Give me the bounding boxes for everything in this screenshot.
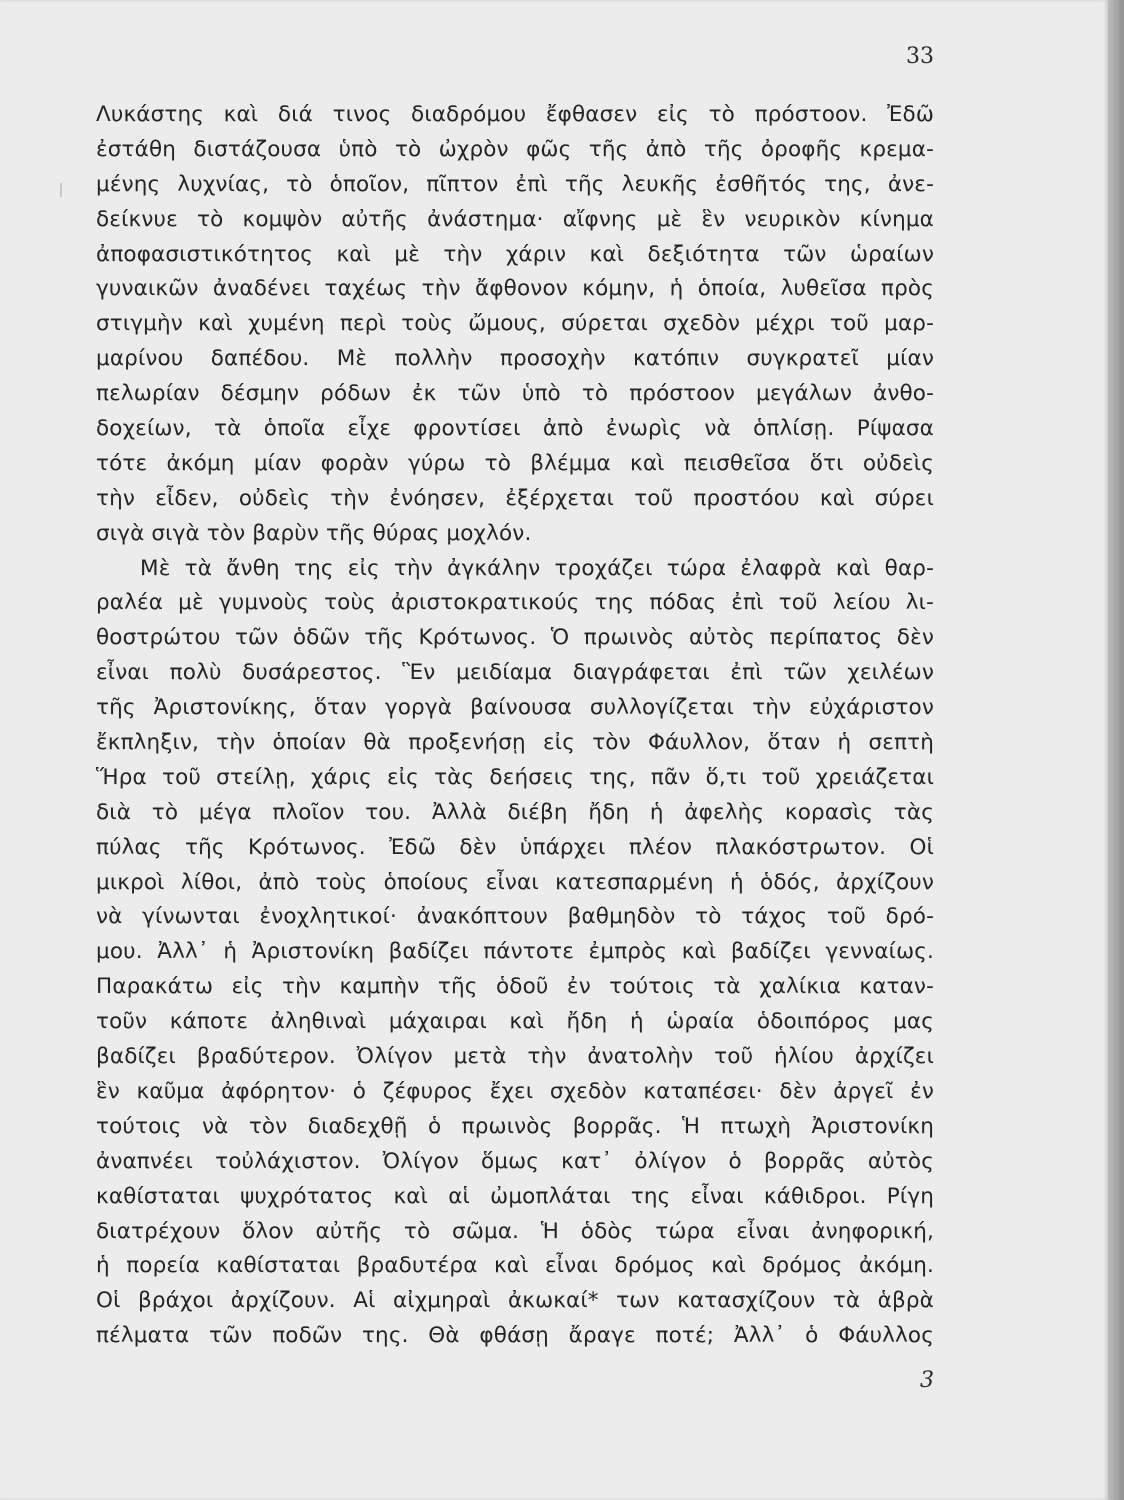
text-line: πύλας τῆς Κρότωνος. Ἐδῶ δὲν ὑπάρχει πλέον πλακόστρωτον. Οἱ bbox=[96, 834, 934, 860]
text-line: γυναικῶν ἀναδένει ταχέως τὴν ἄφθονον κόμην, ἡ ὁποία, λυθεῖσα πρὸς bbox=[96, 276, 934, 302]
text-line: τὴν εἶδεν, οὐδεὶς τὴν ἐνόησεν, ἐξέρχεται τοῦ προστόου καὶ σύρει bbox=[96, 485, 934, 511]
text-line: νὰ γίνωνται ἐνοχλητικοί· ἀνακόπτουν βαθμηδὸν τὸ τάχος τοῦ δρό- bbox=[96, 904, 934, 930]
text-line: βαδίζει βραδύτερον. Ὀλίγον μετὰ τὴν ἀνατολὴν τοῦ ἡλίου ἀρχίζει bbox=[96, 1044, 934, 1070]
text-line: τούτοις νὰ τὸν διαδεχθῇ ὁ πρωινὸς βορρᾶς. Ἡ πτωχὴ Ἀριστονίκη bbox=[96, 1113, 934, 1139]
text-line: τοῦν κάποτε ἀληθιναὶ μάχαιραι καὶ ἤδη ἡ ὡραία ὁδοιπόρος μας bbox=[96, 1009, 934, 1035]
text-line: στιγμὴν καὶ χυμένη περὶ τοὺς ὤμους, σύρεται σχεδὸν μέχρι τοῦ μαρ- bbox=[96, 311, 934, 337]
text-line: Μὲ τὰ ἄνθη της εἰς τὴν ἀγκάλην τροχάζει τώρα ἐλαφρὰ καὶ θαρ- bbox=[140, 555, 934, 581]
text-line: θοστρώτου τῶν ὁδῶν τῆς Κρότωνος. Ὁ πρωινὸς αὐτὸς περίπατος δὲν bbox=[96, 625, 934, 651]
text-line: μου. Ἀλλ᾽ ἡ Ἀριστονίκη βαδίζει πάντοτε ἐμπρὸς καὶ βαδίζει γενναίως. bbox=[96, 939, 934, 965]
text-line: τότε ἀκόμη μίαν φορὰν γύρω τὸ βλέμμα καὶ πεισθεῖσα ὅτι οὐδεὶς bbox=[96, 450, 934, 476]
text-line: ἔκπληξιν, τὴν ὁποίαν θὰ προξενήσῃ εἰς τὸν Φάυλλον, ὅταν ἡ σεπτὴ bbox=[96, 730, 934, 756]
text-line: μένης λυχνίας, τὸ ὁποῖον, πῖπτον ἐπὶ τῆς λευκῆς ἐσθῆτός της, ἀνε- bbox=[96, 171, 934, 197]
text-line: μαρίνου δαπέδου. Μὲ πολλὴν προσοχὴν κατόπιν συγκρατεῖ μίαν bbox=[96, 346, 934, 372]
scan-mark bbox=[60, 183, 62, 197]
text-line: ραλέα μὲ γυμνοὺς τοὺς ἀριστοκρατικούς της πόδας ἐπὶ τοῦ λείου λι- bbox=[96, 590, 934, 616]
text-line: καθίσταται ψυχρότατος καὶ αἱ ὠμοπλάται της εἶναι κάθιδροι. Ρίγη bbox=[96, 1183, 934, 1209]
text-line: πελωρίαν δέσμην ρόδων ἐκ τῶν ὑπὸ τὸ πρόστοον μεγάλων ἀνθο- bbox=[96, 381, 934, 407]
text-line: μικροὶ λίθοι, ἀπὸ τοὺς ὁποίους εἶναι κατεσπαρμένη ἡ ὁδός, ἀρχίζουν bbox=[96, 869, 934, 895]
page-number: 33 bbox=[906, 44, 934, 69]
text-line: ἐστάθη διστάζουσα ὑπὸ τὸ ὠχρὸν φῶς τῆς ἀπὸ τῆς ὀροφῆς κρεμα- bbox=[96, 136, 934, 162]
text-line: εἶναι πολὺ δυσάρεστος. Ἓν μειδίαμα διαγράφεται ἐπὶ τῶν χειλέων bbox=[96, 660, 934, 686]
text-line: ἓν καῦμα ἀφόρητον· ὁ ζέφυρος ἔχει σχεδὸν καταπέσει· δὲν ἀργεῖ ἐν bbox=[96, 1078, 934, 1104]
text-line: τῆς Ἀριστονίκης, ὅταν γοργὰ βαίνουσα συλλογίζεται τὴν εὐχάριστον bbox=[96, 695, 934, 721]
text-line: Λυκάστης καὶ διά τινος διαδρόμου ἔφθασεν εἰς τὸ πρόστοον. Ἐδῶ bbox=[96, 102, 934, 127]
text-line: σιγὰ σιγὰ τὸν βαρὺν τῆς θύρας μοχλόν. bbox=[96, 520, 532, 546]
text-line: ἀποφασιστικότητος καὶ μὲ τὴν χάριν καὶ δεξιότητα τῶν ὡραίων bbox=[96, 241, 934, 267]
paragraph bbox=[96, 98, 934, 552]
text-line: ἀναπνέει τοὐλάχιστον. Ὀλίγον ὅμως κατ᾽ ὀλίγον ὁ βορρᾶς αὐτὸς bbox=[96, 1148, 934, 1174]
spine-shadow bbox=[1108, 0, 1124, 1500]
text-line: Παρακάτω εἰς τὴν καμπὴν τῆς ὁδοῦ ἐν τούτοις τὰ χαλίκια καταν- bbox=[96, 974, 934, 1000]
text-line: διατρέχουν ὅλον αὐτῆς τὸ σῶμα. Ἡ ὁδὸς τώρα εἶναι ἀνηφορική, bbox=[96, 1218, 934, 1244]
text-line: Οἱ βράχοι ἀρχίζουν. Αἱ αἰχμηραὶ ἀκωκαί* των κατασχίζουν τὰ ἁβρὰ bbox=[96, 1288, 934, 1314]
text-line: διὰ τὸ μέγα πλοῖον του. Ἀλλὰ διέβη ἤδη ἡ ἀφελὴς κορασὶς τὰς bbox=[96, 799, 934, 825]
paragraph bbox=[96, 552, 934, 1354]
text-line: δείκνυε τὸ κομψὸν αὐτῆς ἀνάστημα· αἴφνης μὲ ἓν νευρικὸν κίνημα bbox=[96, 206, 934, 232]
text-line: δοχείων, τὰ ὁποῖα εἶχε φροντίσει ἀπὸ ἐνωρὶς νὰ ὁπλίσῃ. Ρίψασα bbox=[96, 416, 934, 442]
signature-mark: 3 bbox=[920, 1368, 934, 1393]
text-line: πέλματα τῶν ποδῶν της. Θὰ φθάσῃ ἄραγε ποτέ; Ἀλλ᾽ ὁ Φάυλλος bbox=[96, 1323, 934, 1349]
text-line: Ἥρα τοῦ στείλῃ, χάρις εἰς τὰς δεήσεις της, πᾶν ὅ,τι τοῦ χρειάζεται bbox=[96, 764, 934, 790]
text-line: ἡ πορεία καθίσταται βραδυτέρα καὶ εἶναι δρόμος καὶ δρόμος ἀκόμη. bbox=[96, 1253, 934, 1279]
body-text bbox=[96, 98, 934, 1354]
